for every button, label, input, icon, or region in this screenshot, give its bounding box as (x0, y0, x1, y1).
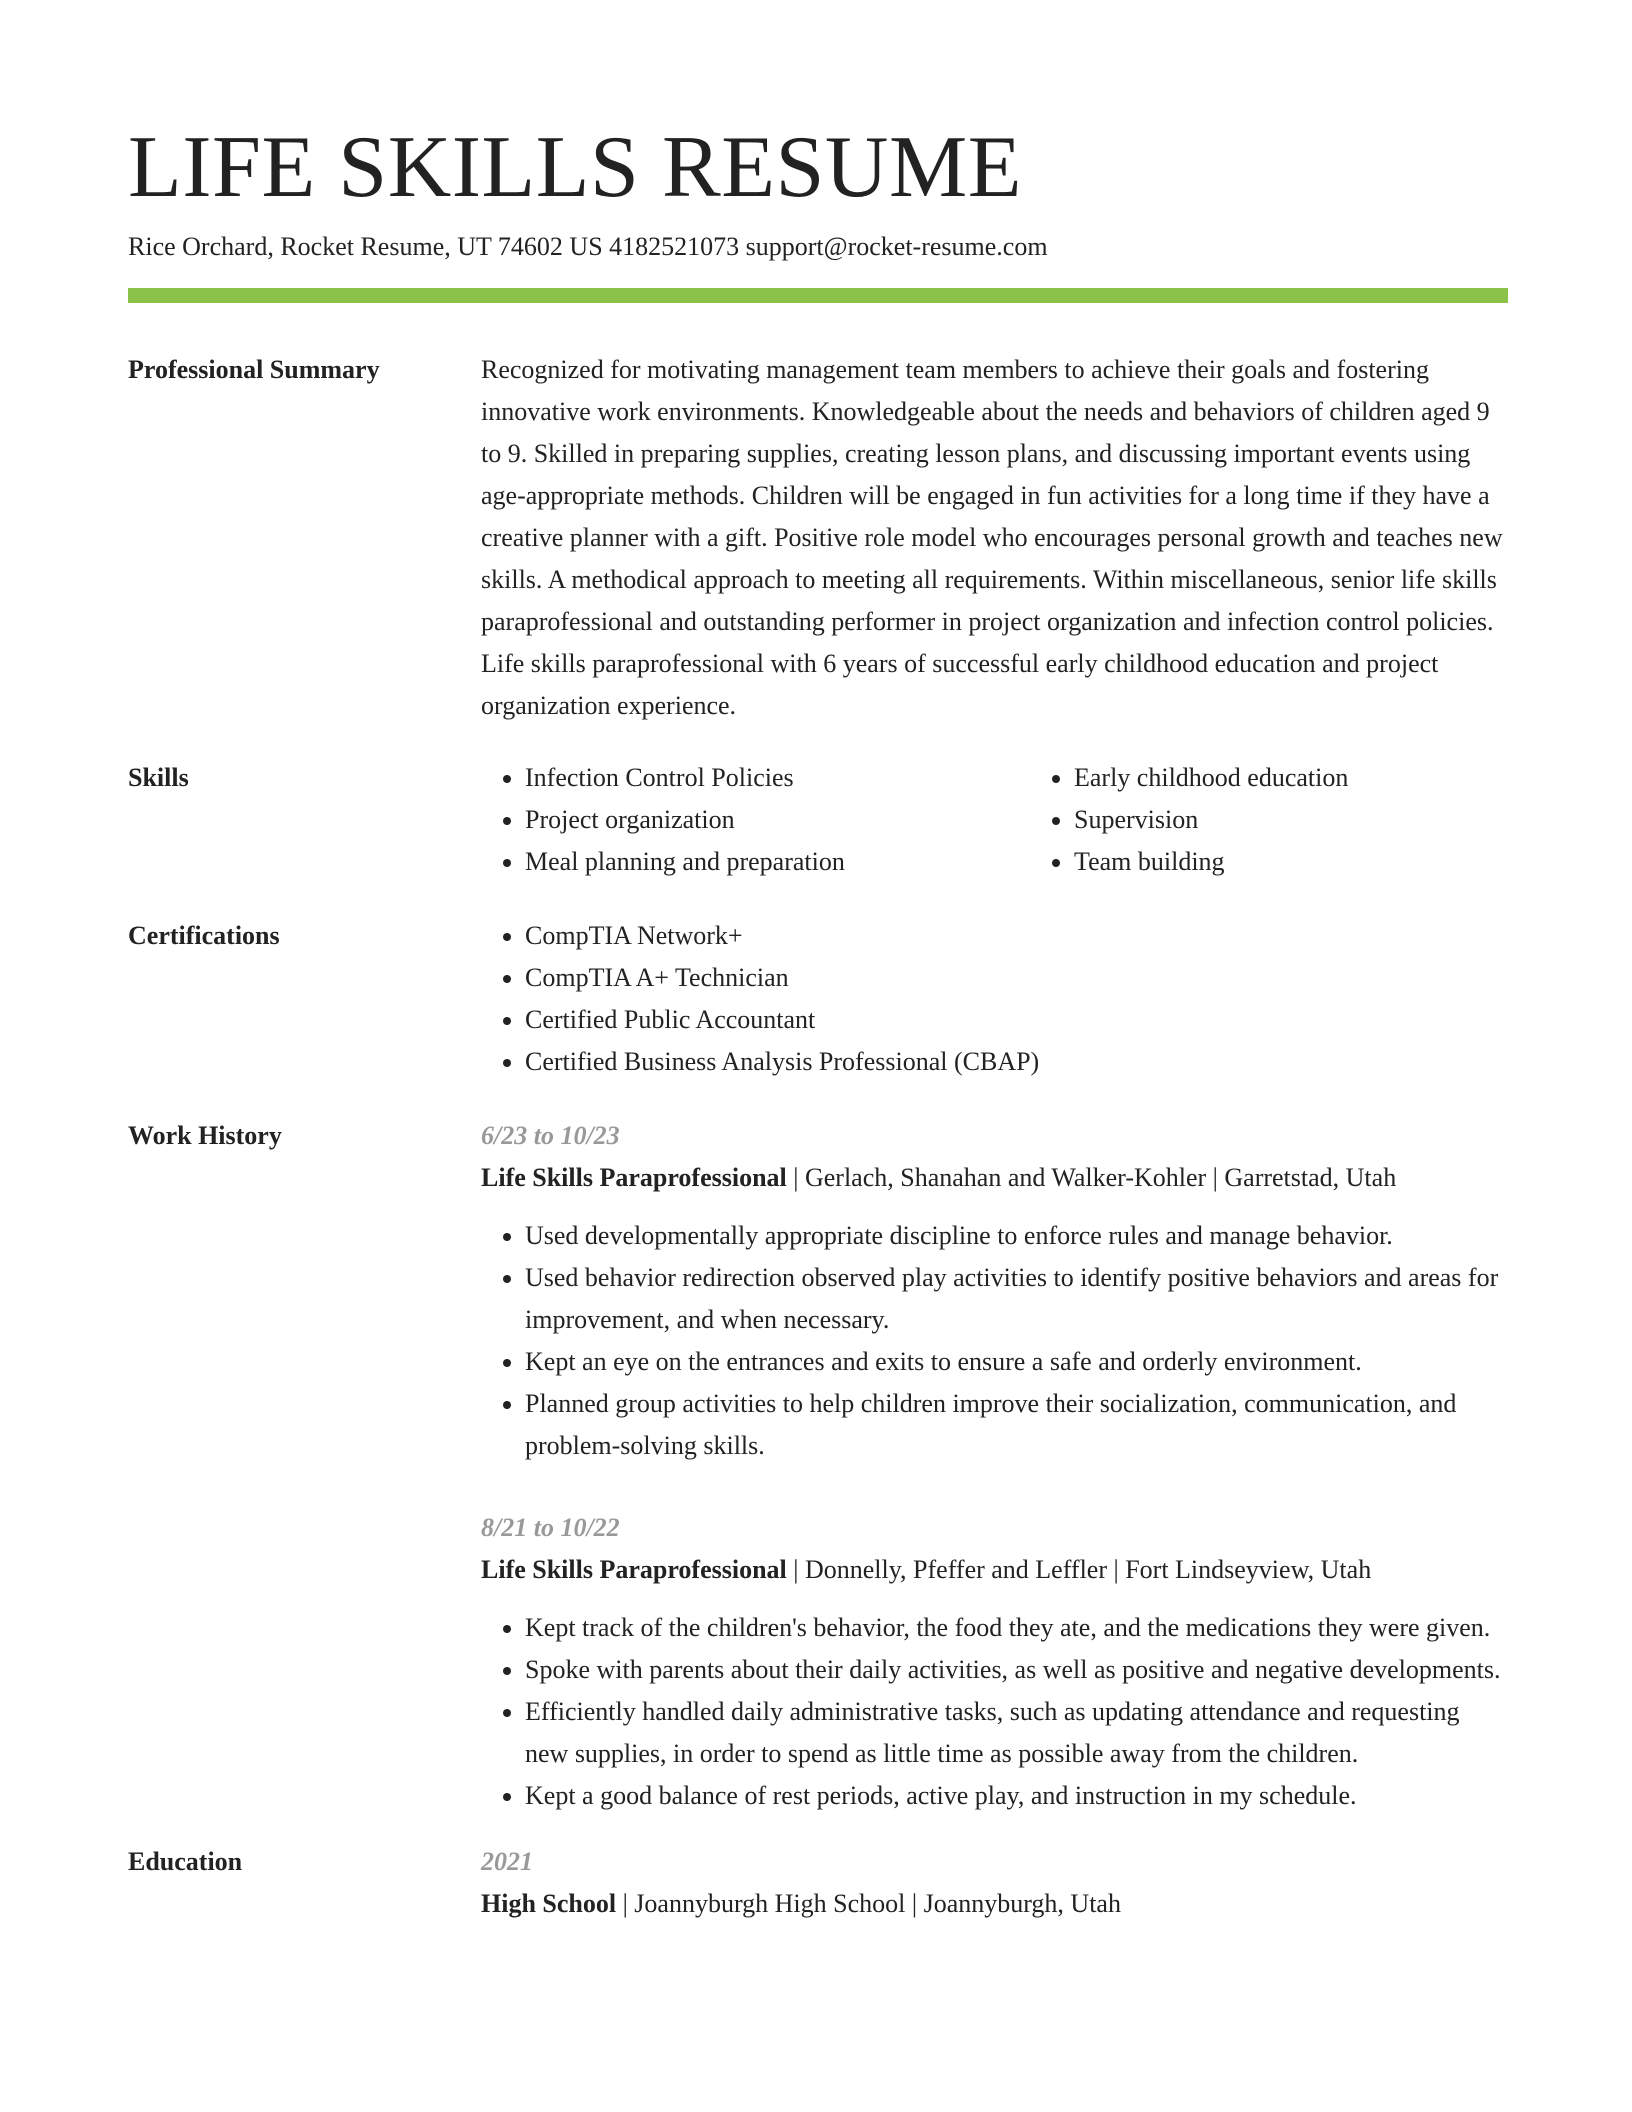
education-line (481, 1883, 1508, 1925)
header-divider (128, 288, 1508, 303)
skills-list-left (481, 757, 1030, 883)
job-bullet: • Planned group activities to help children improve their socialization, communication, and problem-solving skills. (525, 1383, 1508, 1467)
contact-address: Rice Orchard, Rocket Resume, UT 74602 US (128, 232, 603, 261)
skill-item: • Project organization (525, 799, 1030, 841)
job-entry (481, 1507, 1508, 1817)
certifications-body (481, 915, 1508, 1083)
skill-item: • Early childhood education (1074, 757, 1579, 799)
education-section (128, 1841, 1508, 1925)
job-title-line (481, 1157, 1508, 1199)
work-history-label: Work History (128, 1121, 282, 1150)
job-bullet: • Efficiently handled daily administrative tasks, such as updating attendance and requesting new supplies, in order to spend as little time as possible away from the children. (525, 1691, 1508, 1775)
work-history-body (481, 1115, 1508, 1817)
summary-text: Recognized for motivating management team members to achieve their goals and fostering innovative work environments. Knowledgeable about the needs and behaviors of children aged 9 to 9. Skilled in preparing supplies, creating lesson plans, and discussing important events using age-appropriate methods. Children will be engaged in fun activities for a long time if they have a creative planner with a gift. Positive role model who encourages personal growth and teaches new skills. A methodical approach to meeting all requirements. Within miscellaneous, senior life skills paraprofessional and outstanding performer in project organization and infection control policies. Life skills paraprofessional with 6 years of successful early childhood education and project organization experience. (481, 355, 1503, 720)
skills-section (128, 757, 1508, 883)
job-title: Life Skills Paraprofessional (481, 1163, 787, 1192)
contact-email: support@rocket-resume.com (745, 232, 1048, 261)
skill-item: • Meal planning and preparation (525, 841, 1030, 883)
education-body (481, 1841, 1508, 1925)
certifications-section (128, 915, 1508, 1083)
job-employer-location: | Gerlach, Shanahan and Walker-Kohler | Garretstad, Utah (786, 1163, 1397, 1192)
summary-body (481, 349, 1508, 727)
job-dates: 8/21 to 10/22 (481, 1513, 620, 1542)
certifications-list (481, 915, 1508, 1083)
resume-title: LIFE SKILLS RESUME (128, 119, 1022, 216)
job-bullets (481, 1215, 1508, 1467)
job-bullet: • Kept an eye on the entrances and exits to ensure a safe and orderly environment. (525, 1341, 1508, 1383)
certifications-label: Certifications (128, 921, 280, 950)
certification-item: • Certified Public Accountant (525, 999, 1508, 1041)
skills-list-right (1030, 757, 1579, 883)
certification-item: • CompTIA A+ Technician (525, 957, 1508, 999)
job-employer-location: | Donnelly, Pfeffer and Leffler | Fort Lindseyview, Utah (786, 1555, 1372, 1584)
job-dates: 6/23 to 10/23 (481, 1121, 620, 1150)
skill-item: • Infection Control Policies (525, 757, 1030, 799)
education-label: Education (128, 1847, 243, 1876)
certification-item: • Certified Business Analysis Professional (CBAP) (525, 1041, 1508, 1083)
skills-body (481, 757, 1579, 883)
summary-label: Professional Summary (128, 355, 380, 384)
education-degree: High School (481, 1889, 617, 1918)
skill-item: • Team building (1074, 841, 1579, 883)
work-history-section (128, 1115, 1508, 1817)
education-year: 2021 (481, 1847, 533, 1876)
skill-item: • Supervision (1074, 799, 1579, 841)
summary-section (128, 349, 1508, 727)
job-bullet: • Kept a good balance of rest periods, active play, and instruction in my schedule. (525, 1775, 1508, 1817)
education-school-location: | Joannyburgh High School | Joannyburgh, Utah (616, 1889, 1121, 1918)
job-bullets (481, 1607, 1508, 1817)
contact-line (128, 230, 1508, 264)
job-bullet: • Used behavior redirection observed play activities to identify positive behaviors and areas for improvement, and when necessary. (525, 1257, 1508, 1341)
job-title-line (481, 1549, 1508, 1591)
job-entry (481, 1115, 1508, 1467)
resume-page (128, 118, 1508, 1925)
job-bullet: • Kept track of the children's behavior, the food they ate, and the medications they were given. (525, 1607, 1508, 1649)
certification-item: • CompTIA Network+ (525, 915, 1508, 957)
job-title: Life Skills Paraprofessional (481, 1555, 787, 1584)
job-bullet: • Spoke with parents about their daily activities, as well as positive and negative developments. (525, 1649, 1508, 1691)
job-bullet: • Used developmentally appropriate discipline to enforce rules and manage behavior. (525, 1215, 1508, 1257)
contact-phone: 4182521073 (609, 232, 740, 261)
skills-label: Skills (128, 763, 189, 792)
